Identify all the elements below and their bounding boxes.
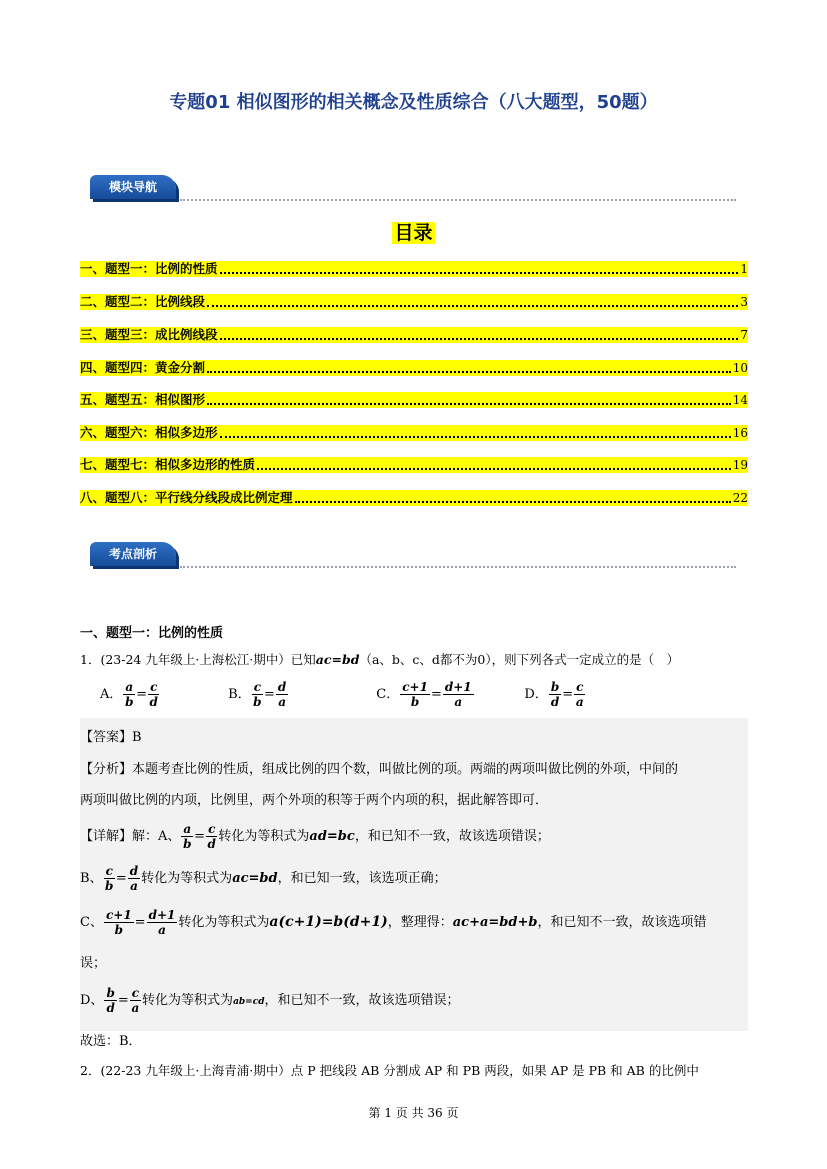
- module-nav-badge: 模块导航: [90, 175, 176, 199]
- toc-item[interactable]: 七、题型七：相似多边形的性质 19: [80, 457, 748, 472]
- detail-row-b: B、 $\frac{c}{b}$ = $\frac{d}{a}$ 转化为等积式为ac=bd，和已知一致，该选项正确；: [80, 864, 447, 893]
- toc-item[interactable]: 三、题型三：成比例线段 7: [80, 327, 748, 342]
- toc-item[interactable]: 六、题型六：相似多边形 16: [80, 425, 748, 440]
- question-2: 2．(22-23 九年级上·上海青浦·期中）点 P 把线段 AB 分割成 AP 和 PB 两段，如果 AP 是 PB 和 AB 的比例中: [80, 1063, 699, 1078]
- divider: [180, 566, 736, 568]
- toc-item[interactable]: 八、题型八：平行线分线段成比例定理 22: [80, 490, 748, 505]
- page-footer: 第 1 页 共 36 页: [368, 1106, 459, 1120]
- conclusion: 故选：B．: [80, 1034, 142, 1049]
- detail-row-a: 【详解】解：A、 $\frac{a}{b}$ = $\frac{c}{d}$ 转化为等积式为ad=bc，和已知不一致，故该选项错误；: [80, 822, 550, 851]
- analysis-text: 两项叫做比例的内项，比例里，两个外项的积等于两个内项的积，据此解答即可．: [80, 793, 549, 808]
- detail-row-d: D、 $\frac{b}{d}$ = $\frac{c}{a}$ 转化为等积式为ab=cd，和已知不一致，故该选项错误；: [80, 986, 460, 1015]
- option-d: D． $\frac{b}{d}$ = $\frac{c}{a}$: [524, 680, 584, 709]
- section-heading: 一、题型一：比例的性质: [80, 626, 224, 641]
- toc-item[interactable]: 二、题型二：比例线段 3: [80, 294, 748, 309]
- divider: [180, 199, 736, 201]
- question-1-options: [100, 680, 586, 709]
- detail-row-c: C、 $\frac{c+1}{b}$ = $\frac{d+1}{a}$ 转化为等积式为a(c+1)=b(d+1)，整理得：ac+a=bd+b，和已知不一致，故该选项错: [80, 908, 707, 937]
- answer-line: 【答案】B: [80, 730, 142, 745]
- toc-heading: 目录: [394, 222, 433, 244]
- analysis-text: 【分析】本题考查比例的性质，组成比例的四个数，叫做比例的项。两端的两项叫做比例的外项，中间的: [80, 762, 679, 777]
- analysis-badge: 考点剖析: [90, 542, 176, 566]
- toc-item[interactable]: 五、题型五：相似图形 14: [80, 392, 748, 407]
- detail-row-c-wrap: 误；: [80, 956, 107, 971]
- question-1: 1．(23-24 九年级上·上海松江·期中）已知ac=bd（a、b、c、d都不为0），则下列各式一定成立的是（ ）: [80, 652, 680, 667]
- option-b: B． $\frac{c}{b}$ = $\frac{d}{a}$: [228, 680, 287, 709]
- document-title: 专题01 相似图形的相关概念及性质综合（八大题型，50题）: [169, 92, 658, 113]
- toc-item[interactable]: 四、题型四：黄金分割 10: [80, 360, 748, 375]
- option-c: C． $\frac{c+1}{b}$ = $\frac{d+1}{a}$: [376, 680, 472, 709]
- toc-item[interactable]: 一、题型一：比例的性质 1: [80, 261, 748, 276]
- option-a: A． $\frac{a}{b}$ = $\frac{c}{d}$: [100, 680, 158, 709]
